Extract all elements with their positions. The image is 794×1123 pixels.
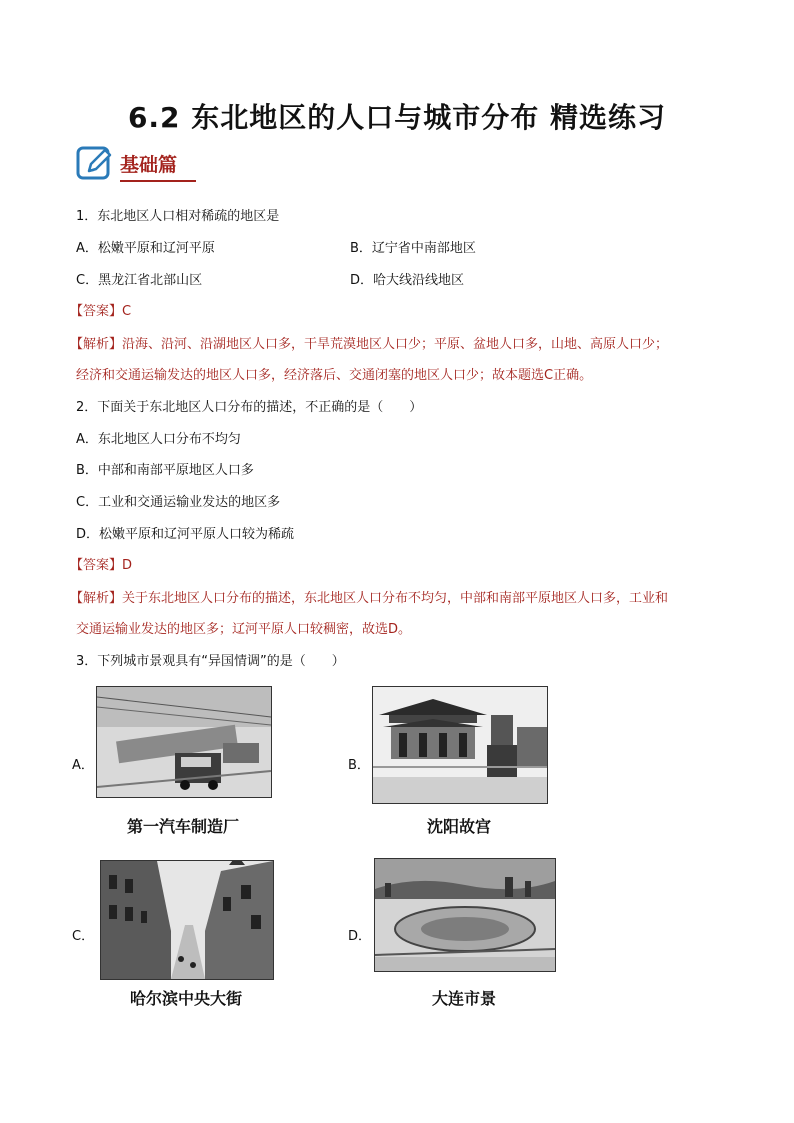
q2-stem: 2．下面关于东北地区人口分布的描述，不正确的是（ ） [76,400,423,415]
q3-option-d-caption: 大连市景 [431,989,496,1008]
q2-analysis-text-1: 关于东北地区人口分布的描述，东北地区人口分布不均匀，中部和南部平原地区人口多，工业和 [122,591,669,606]
q1-analysis-line-2: 经济和交通运输发达的地区人口多，经济落后、交通闭塞的地区人口少；故本题选C正确。 [76,368,593,383]
q1-answer [70,303,131,321]
photo-shenyang-palace [372,686,548,804]
page-title: 6.2 东北地区的人口与城市分布 精选练习 [127,101,667,134]
q2-option-a: A．东北地区人口分布不均匀 [76,432,241,447]
q3-option-a-caption: 第一汽车制造厂 [126,817,239,836]
q3-stem: 3．下列城市景观具有“异国情调”的是（ ） [76,654,345,669]
q2-option-d: D．松嫩平原和辽河平原人口较为稀疏 [76,527,295,542]
q3-option-d-letter: D． [348,929,372,944]
q2-option-c: C．工业和交通运输业发达的地区多 [76,495,281,510]
q1-option-d: D．哈大线沿线地区 [350,273,465,288]
q1-answer-value: C [122,304,132,319]
q2-answer [70,557,132,575]
q1-answer-tag: 【答案】 [70,304,123,319]
q1-analysis-text-1: 沿海、沿河、沿湖地区人口多，干旱荒漠地区人口少；平原、盆地人口多，山地、高原人口少； [122,337,669,352]
q3-option-c-caption: 哈尔滨中央大街 [129,989,242,1008]
q2-option-b: B．中部和南部平原地区人口多 [76,463,254,478]
pencil-edit-icon [76,144,114,182]
q2-analysis-tag: 【解析】 [70,591,123,606]
q2-analysis-line-2: 交通运输业发达的地区多；辽河平原人口较稠密，故选D。 [76,622,412,637]
q3-option-b-caption: 沈阳故宫 [426,817,491,836]
photo-dalian-city [374,858,556,972]
q1-option-b: B．辽宁省中南部地区 [350,241,476,256]
q1-analysis-line-1 [70,336,668,354]
section-header [76,144,206,190]
section-label: 基础篇 [120,154,178,176]
photo-harbin-central-street [100,860,274,980]
q3-option-b-letter: B． [348,758,370,773]
photo-car-factory [96,686,272,798]
q1-option-a: A．松嫩平原和辽河平原 [76,241,215,256]
section-underline [120,180,196,182]
q2-answer-tag: 【答案】 [70,558,123,573]
q3-option-c-letter: C． [72,929,95,944]
q1-analysis-tag: 【解析】 [70,337,123,352]
q2-answer-value: D [122,558,133,573]
q2-analysis-line-1 [70,590,668,608]
q1-stem: 1．东北地区人口相对稀疏的地区是 [76,209,280,224]
q3-option-a-letter: A． [72,758,94,773]
q1-option-c: C．黑龙江省北部山区 [76,273,203,288]
